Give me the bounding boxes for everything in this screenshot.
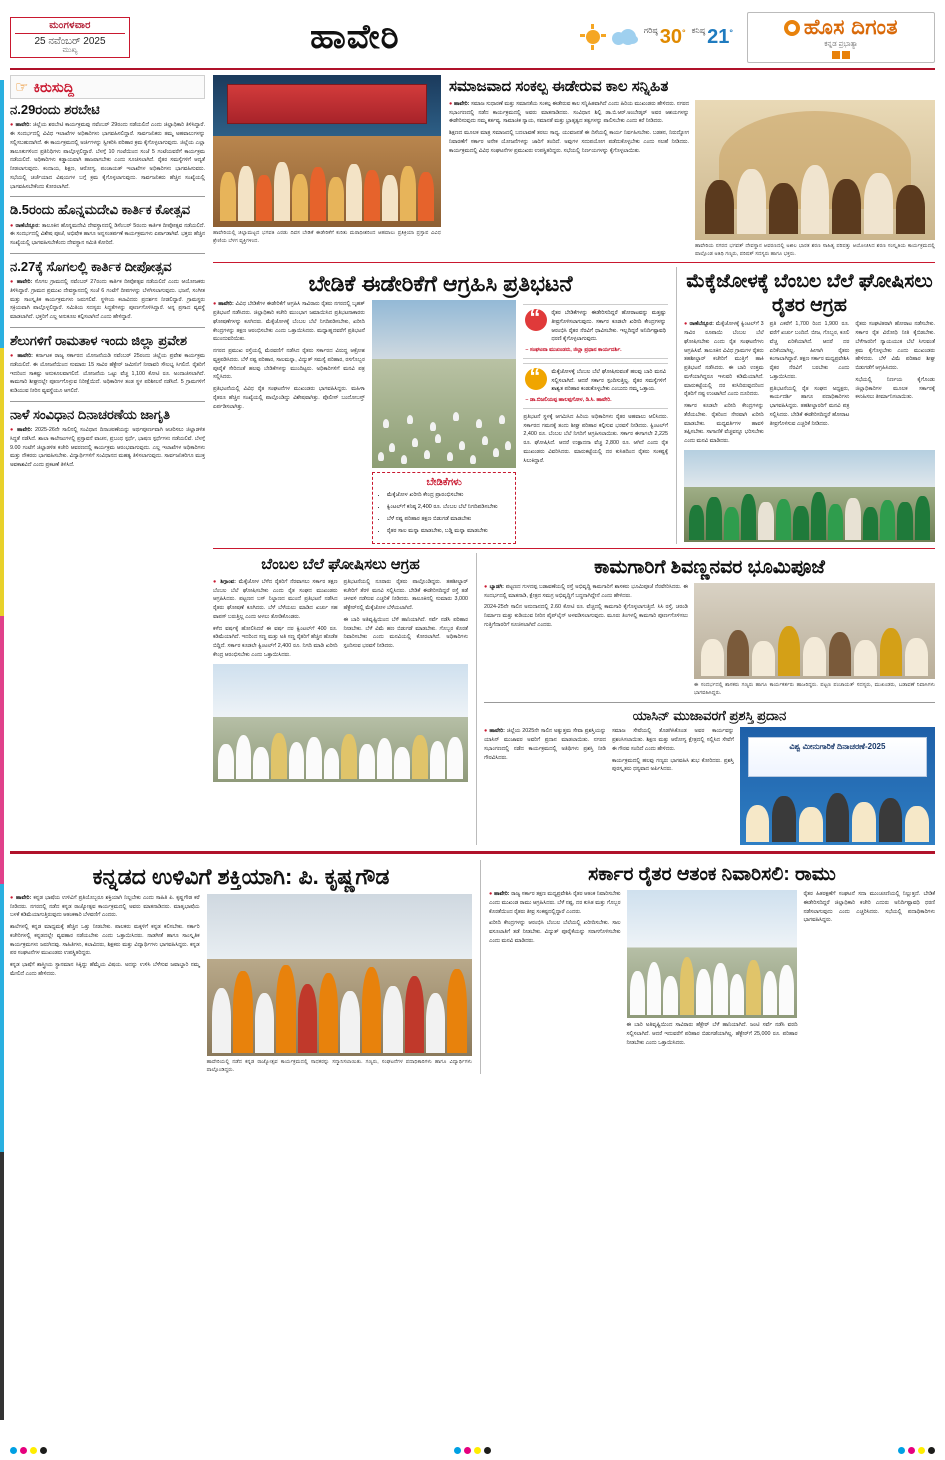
temp-high <box>644 26 686 49</box>
brief-2-text: ಸೊಗಲ ಗ್ರಾಮದಲ್ಲಿ ನವೆಂಬರ್ 27ರಂದು ಕಾರ್ತಿಕ ದೀಪೋತ್ಸವ ನಡೆಯಲಿದೆ ಎಂದು ಆಯೋಜಕರು ತಿಳಿಸಿದ್ದಾರೆ. ಗ್ರಾಮದ ಪ್ರಮುಖ ದೇವಸ್ಥಾನದಲ್ಲಿ ಸಂಜೆ 6 ಗಂಟೆಗೆ ದೀಪಗಳನ್ನು ಬೆಳಗಿಸಲಾಗುವುದು. ಭಜನೆ, ಸಂಗೀತ ಮತ್ತು ಸಾಂಸ್ಕೃತಿಕ ಕಾರ್ಯಕ್ರಮಗಳು ಜರುಗಲಿವೆ. ಸ್ಥಳೀಯ ಕಲಾವಿದರು ಪ್ರದರ್ಶನ ನೀಡಲಿದ್ದಾರೆ. ಗ್ರಾಮಸ್ಥರು ಸಕ್ರಿಯವಾಗಿ ಪಾಲ್ಗೊಳ್ಳಲಿದ್ದಾರೆ. ಸಮಿತಿಯ ಸದಸ್ಯರು ಸಿದ್ಧತೆಗಳನ್ನು ಪೂರ್ಣಗೊಳಿಸಿದ್ದಾರೆ. ಅನ್ನ ಪ್ರಸಾದ ವ್ಯವಸ್ಥೆ ಮಾಡಲಾಗಿದೆ. ಭಕ್ತರಿಗೆ ಎಲ್ಲ ಅನುಕೂಲ ಕಲ್ಪಿಸಲಾಗಿದೆ ಎಂದು ಹೇಳಿದ್ದಾರೆ. <box>10 279 205 320</box>
date-text: 25 ನವೆಂಬರ್ 2025 <box>34 35 106 47</box>
mid-center-lead: ● ಹಾವೇರಿ: <box>213 301 234 307</box>
bottom-right-col2b: ರೈತರ ಹಿತರಕ್ಷಣೆಗೆ ಸಂಘಟನೆ ಸದಾ ಮುಂಚೂಣಿಯಲ್ಲಿ ನಿಲ್ಲುತ್ತದೆ. ಬೇಡಿಕೆ ಈಡೇರಿಸದಿದ್ದರೆ ಜಿಲ್ಲಾಧಿಕಾರಿ ಕಚೇರಿ ಎದುರು ಅನಿರ್ದಿಷ್ಟಾವಧಿ ಧರಣಿ ನಡೆಸಲಾಗುವುದು ಎಂದು ಎಚ್ಚರಿಸಿದರು. ಸಭೆಯಲ್ಲಿ ಪದಾಧಿಕಾರಿಗಳು ಭಾಗವಹಿಸಿದ್ದರು. <box>803 891 935 924</box>
mid-right-headline: ಮೆಕ್ಕೆಜೋಳಕ್ಕೆ ಬೆಂಬಲ ಬೆಲೆ ಘೋಷಿಸಲು ರೈತರ ಆಗ್ರಹ <box>686 270 933 316</box>
city-title: ಹಾವೇರಿ <box>310 17 400 56</box>
dots-center <box>454 1447 491 1454</box>
brief-4-text: 2025-26ನೇ ಸಾಲಿನಲ್ಲಿ ಸಂವಿಧಾನ ದಿನಾಚರಣೆಯನ್ನು ಅರ್ಥಪೂರ್ಣವಾಗಿ ಆಚರಿಸಲು ಜಿಲ್ಲಾಡಳಿತ ಸಿದ್ಧತೆ ನಡೆಸಿದೆ. ಶಾಲಾ ಕಾಲೇಜುಗಳಲ್ಲಿ ಪ್ರಸ್ತಾವನೆ ವಾಚನ, ಪ್ರಬಂಧ ಸ್ಪರ್ಧೆ, ಭಾಷಣ ಸ್ಪರ್ಧೆಗಳು ನಡೆಯಲಿವೆ. ಬೆಳಗ್ಗೆ 9.00 ಗಂಟೆಗೆ ಜಿಲ್ಲಾಡಳಿತ ಕಚೇರಿ ಆವರಣದಲ್ಲಿ ಕಾರ್ಯಕ್ರಮ ಆರಂಭವಾಗುವುದು. ಎಲ್ಲ ಇಲಾಖೆಗಳ ಅಧಿಕಾರಿಗಳು ಮತ್ತು ನೌಕರರು ಭಾಗವಹಿಸಬೇಕು. ವಿದ್ಯಾರ್ಥಿಗಳಿಗೆ ಸಂವಿಧಾನದ ಮಹತ್ವ ತಿಳಿಸಲಾಗುವುದು. ಸಾರ್ವಜನಿಕರಿಗೂ ಮುಕ್ತ ಅವಕಾಶವಿದೆ ಎಂದು ಪ್ರಕಟಣೆ ತಿಳಿಸಿದೆ. <box>10 427 205 468</box>
lower-center-col1b: ಕಳೆದ ವರ್ಷಕ್ಕೆ ಹೋಲಿಸಿದರೆ ಈ ವರ್ಷ ದರ ಕ್ವಿಂಟಲ್‌ಗೆ 400 ರೂ. ಕಡಿಮೆಯಾಗಿದೆ. ಇದರಿಂದ ಸಣ್ಣ ಮತ್ತು ಅತಿ ಸಣ್ಣ ರೈತರಿಗೆ ಹೆಚ್ಚಿನ ಹೊಡೆತ ಬಿದ್ದಿದೆ. ಸರ್ಕಾರ ಕೂಡಲೇ ಕ್ವಿಂಟಲ್‌ಗೆ 2,400 ರೂ. ನಿಗದಿ ಮಾಡಿ ಖರೀದಿ ಕೇಂದ್ರ ಆರಂಭಿಸಬೇಕು ಎಂದು ಒತ್ತಾಯಿಸಿದರು. <box>213 625 338 658</box>
award-ceremony-photo <box>740 727 935 845</box>
bottom-left-col1c: ಕನ್ನಡ ಭಾಷೆಗೆ ಶಾಸ್ತ್ರೀಯ ಸ್ಥಾನಮಾನ ಸಿಕ್ಕಿದ್ದು ಹೆಮ್ಮೆಯ ವಿಷಯ. ಅದನ್ನು ಉಳಿಸಿ ಬೆಳೆಸುವ ಜವಾಬ್ದಾರಿ ನಮ್ಮ ಮೇಲಿದೆ ಎಂದು ಹೇಳಿದರು. <box>10 962 200 977</box>
brief-1-lead: ● ರಾಣೆಬೆನ್ನೂರ: <box>10 223 40 229</box>
temple-felicitation-photo <box>695 100 935 240</box>
brief-2-lead: ● ಹಾವೇರಿ: <box>10 279 32 285</box>
bottom-left-headline: ಕನ್ನಡದ ಉಳಿವಿಗೆ ಶಕ್ತಿಯಾಗಿ: ಪಿ. ಕೃಷ್ಣಗೌಡ <box>92 864 390 890</box>
quote-mark-icon <box>525 368 547 390</box>
brief-4-headline: ನಾಳೆ ಸಂವಿಧಾನ ದಿನಾಚರಣೆಯ ಜಾಗೃತಿ <box>10 406 171 422</box>
briefs-kicker-label: ಕಿರುಸುದ್ದಿ <box>33 78 75 95</box>
cloud-icon <box>612 29 638 45</box>
lower-center-lead: ● ಶಿಗ್ಗಾಂವ: <box>213 579 236 585</box>
top-center-block <box>213 75 441 258</box>
logo-sun-icon <box>784 20 800 36</box>
sit-in-protest-photo <box>213 664 468 782</box>
farmers-green-shawl-photo <box>684 450 935 542</box>
lower-center-col1 <box>213 578 338 622</box>
bottom-left-col1 <box>10 894 200 920</box>
lower-center-col1-text: ಮೆಕ್ಕೆಜೋಳ ಬೆಳೆದ ರೈತರಿಗೆ ನೆರವಾಗಲು ಸರ್ಕಾರ ತಕ್ಷಣ ಬೆಂಬಲ ಬೆಲೆ ಘೋಷಿಸಬೇಕು ಎಂದು ರೈತ ಸಂಘದ ಮುಖಂಡರು ಆಗ್ರಹಿಸಿದರು. ಪಟ್ಟಣದ ಬಸ್ ನಿಲ್ದಾಣದ ಮುಂದೆ ಪ್ರತಿಭಟನೆ ನಡೆಸಿದ ರೈತರು ಘೋಷಣೆ ಕೂಗಿದರು. ಬೆಳೆ ಬೆಳೆಯಲು ಮಾಡಿದ ಖರ್ಚು ಸಹ ವಾಪಸ್ ಬರುತ್ತಿಲ್ಲ ಎಂದು ಅಳಲು ತೋಡಿಕೊಂಡರು. <box>213 578 338 620</box>
day-of-week: ಮಂಗಳವಾರ <box>15 20 125 31</box>
mid-right-col3: ರೈತರು ಸಂಘಟಿತರಾಗಿ ಹೋರಾಟ ನಡೆಸಬೇಕು. ಸರ್ಕಾರ ರೈತ ವಿರೋಧಿ ನೀತಿ ಕೈಬಿಡಬೇಕು. ಬೆಳೆಗಾರರಿಗೆ ನ್ಯಾಯಯುತ ಬೆಲೆ ಸಿಗುವಂತೆ ಕ್ರಮ ಕೈಗೊಳ್ಳಬೇಕು ಎಂದು ಮುಖಂಡರು ಹೇಳಿದರು. ಬೆಳೆ ವಿಮೆ ಪರಿಹಾರ ಶೀಘ್ರ ಬಿಡುಗಡೆಗೆ ಆಗ್ರಹಿಸಿದರು. <box>855 321 936 372</box>
bottom-left-col1b: ಶಾಲೆಗಳಲ್ಲಿ ಕನ್ನಡ ಮಾಧ್ಯಮಕ್ಕೆ ಹೆಚ್ಚಿನ ಒತ್ತು ನೀಡಬೇಕು. ಪಾಲಕರು ಮಕ್ಕಳಿಗೆ ಕನ್ನಡ ಕಲಿಸಬೇಕು. ಸರ್ಕಾರಿ ಕಚೇರಿಗಳಲ್ಲಿ ಕನ್ನಡದಲ್ಲೇ ವ್ಯವಹಾರ ನಡೆಯಬೇಕು ಎಂದು ಒತ್ತಾಯಿಸಿದರು. ನಾಡಗೀತೆ ಹಾಗೂ ಸಾಂಸ್ಕೃತಿಕ ಕಾರ್ಯಕ್ರಮಗಳು ಜರುಗಿದವು. ಸಾಹಿತಿಗಳು, ಕಲಾವಿದರು, ಶಿಕ್ಷಕರು ಮತ್ತು ವಿದ್ಯಾರ್ಥಿಗಳು ಭಾಗವಹಿಸಿದ್ದರು. ಕನ್ನಡ ಪರ ಸಂಘಟನೆಗಳ ಮುಖಂಡರು ಉಪಸ್ಥಿತರಿದ್ದರು. <box>10 924 200 957</box>
publication-name: ಹೊಸ ದಿಗಂತ <box>803 15 899 39</box>
award-banner-text: ವಿಶ್ವ ಮೀನುಗಾರಿಕೆ ದಿನಾಚರಣೆ-2025 <box>789 741 886 751</box>
mid-right-col2b: ಪ್ರತಿಭಟನೆಯಲ್ಲಿ ರೈತ ಸಂಘದ ಅಧ್ಯಕ್ಷರು, ಕಾರ್ಯದರ್ಶಿ ಹಾಗೂ ಪದಾಧಿಕಾರಿಗಳು ಭಾಗವಹಿಸಿದ್ದರು. ತಹಶೀಲ್ದಾರರಿಗೆ ಮನವಿ ಪತ್ರ ಸಲ್ಲಿಸಿದರು. ಬೇಡಿಕೆ ಈಡೇರಿಸದಿದ್ದರೆ ಹೋರಾಟ ತೀವ್ರಗೊಳಿಸುವ ಎಚ್ಚರಿಕೆ ನೀಡಿದರು. <box>769 385 850 427</box>
degree-low: ° <box>729 26 733 37</box>
bottom-right-col1-text: ರಾಜ್ಯ ಸರ್ಕಾರ ತಕ್ಷಣ ಮಧ್ಯಪ್ರವೇಶಿಸಿ ರೈತರ ಆತಂಕ ನಿವಾರಿಸಬೇಕು ಎಂದು ಮುಖಂಡ ರಾಮು ಆಗ್ರಹಿಸಿದರು. ಬೆಳೆ ನಷ್ಟ, ದರ ಕುಸಿತ ಮತ್ತು ಗೊಬ್ಬರ ಕೊರತೆಯಿಂದ ರೈತರು ತೀವ್ರ ಸಂಕಷ್ಟದಲ್ಲಿದ್ದಾರೆ ಎಂದರು. <box>489 891 621 915</box>
stage-ceremony-photo <box>213 75 441 227</box>
top-right-block <box>449 75 935 258</box>
quote-1-attribution: – ಸಂಘಟನಾ ಮುಖಂಡರು, ಜಿಲ್ಲಾ ಪ್ರಧಾನ ಕಾರ್ಯದರ್ಶಿ. <box>525 346 622 353</box>
quote-mark-icon <box>525 309 547 331</box>
quote-block-1 <box>523 304 668 359</box>
section-divider <box>10 851 935 854</box>
brief-1-text: ತಾಲೂಕಿನ ಹೊನ್ನಮದೇವಿ ದೇವಸ್ಥಾನದಲ್ಲಿ ಡಿಸೆಂಬರ್ 5ರಂದು ಕಾರ್ತಿಕ ದೀಪೋತ್ಸವ ನಡೆಯಲಿದೆ. ಈ ಸಂದರ್ಭದಲ್ಲಿ ವಿಶೇಷ ಪೂಜೆ, ಅಭಿಷೇಕ ಹಾಗೂ ಅನ್ನಸಂತರ್ಪಣೆ ಕಾರ್ಯಕ್ರಮಗಳು ಏರ್ಪಾಡಾಗಿವೆ. ಭಕ್ತರು ಹೆಚ್ಚಿನ ಸಂಖ್ಯೆಯಲ್ಲಿ ಭಾಗವಹಿಸಬೇಕೆಂದು ದೇವಸ್ಥಾನ ಸಮಿತಿ ಕೋರಿದೆ. <box>10 222 206 246</box>
brief-0-text: ಜಿಲ್ಲೆಯ ಶರಬೇಟಿ ಕಾರ್ಯಕ್ರಮವು ನವೆಂಬರ್ 29ರಂದು ನಡೆಯಲಿದೆ ಎಂದು ಜಿಲ್ಲಾಧಿಕಾರಿ ತಿಳಿಸಿದ್ದಾರೆ. ಈ ಸಂದರ್ಭದಲ್ಲಿ ವಿವಿಧ ಇಲಾಖೆಗಳ ಅಧಿಕಾರಿಗಳು ಭಾಗವಹಿಸಲಿದ್ದಾರೆ. ಸಾರ್ವಜನಿಕರು ತಮ್ಮ ಅಹವಾಲುಗಳನ್ನು ಸಲ್ಲಿಸಬಹುದಾಗಿದೆ. ಈ ಕಾರ್ಯಕ್ರಮದಲ್ಲಿ ಅರ್ಜಿಗಳನ್ನು ಸ್ವೀಕರಿಸಿ ಪರಿಹಾರ ಕ್ರಮ ಕೈಗೊಳ್ಳಲಾಗುವುದು. ಜಿಲ್ಲೆಯ ಎಲ್ಲಾ ತಾಲೂಕುಗಳಿಂದ ಪ್ರತಿನಿಧಿಗಳು ಪಾಲ್ಗೊಳ್ಳಲಿದ್ದಾರೆ. ಬೆಳಗ್ಗೆ 10 ಗಂಟೆಯಿಂದ ಸಂಜೆ 5 ಗಂಟೆಯವರೆಗೆ ಕಾರ್ಯಕ್ರಮ ನಡೆಯಲಿದೆ. ಅಧಿಕಾರಿಗಳು ಕಡ್ಡಾಯವಾಗಿ ಹಾಜರಾಗಬೇಕು ಎಂದು ಸೂಚಿಸಲಾಗಿದೆ. ರೈತರ ಸಮಸ್ಯೆಗಳಿಗೆ ಆದ್ಯತೆ ನೀಡಲಾಗುವುದು. ಕಂದಾಯ, ಶಿಕ್ಷಣ, ಆರೋಗ್ಯ, ಪಂಚಾಯತ್ ಇಲಾಖೆಗಳ ಅಧಿಕಾರಿಗಳು ಭಾಗವಹಿಸುವರು. ಸಭೆಯಲ್ಲಿ ಚರ್ಚೆಯಾದ ವಿಷಯಗಳ ಬಗ್ಗೆ ಕ್ರಮ ಕೈಗೊಳ್ಳಲಾಗುವುದು. ಸಾರ್ವಜನಿಕರು ಹೆಚ್ಚಿನ ಸಂಖ್ಯೆಯಲ್ಲಿ ಭಾಗವಹಿಸಬೇಕೆಂದು ಕೋರಲಾಗಿದೆ. <box>10 122 205 190</box>
demands-infobox <box>372 472 517 544</box>
bottom-left-block <box>10 860 472 1074</box>
quote-2-text: ಮೆಕ್ಕೆಜೋಳಕ್ಕೆ ಬೆಂಬಲ ಬೆಲೆ ಘೋಷಿಸುವಂತೆ ಹಲವು ಬಾರಿ ಮನವಿ ಸಲ್ಲಿಸಲಾಗಿದೆ. ಆದರೆ ಸರ್ಕಾರ ಸ್ಪಂದಿಸುತ್ತಿಲ್ಲ. ರೈತರ ಸಮಸ್ಯೆಗಳಿಗೆ ಶಾಶ್ವತ ಪರಿಹಾರ ಕಂಡುಕೊಳ್ಳಬೇಕು ಎಂಬುದು ನಮ್ಮ ಒತ್ತಾಯ. <box>551 368 666 393</box>
brief-3-text: ಕರ್ನಾಟಕ ರಾಜ್ಯ ಸರ್ಕಾರದ ಯೋಜನೆಯಡಿ ನವೆಂಬರ್ 25ರಂದು ಜಿಲ್ಲೆಯ ಪ್ರವೇಶ ಕಾರ್ಯಕ್ರಮ ನಡೆಯಲಿದೆ. ಈ ಯೋಜನೆಯಿಂದ ಸುಮಾರು 15 ಸಾವಿರ ಹೆಕ್ಟೇರ್ ಜಮೀನಿಗೆ ನೀರಾವರಿ ಸೌಲಭ್ಯ ಸಿಗಲಿದೆ. ರೈತರಿಗೆ ಇದರಿಂದ ಸಾಕಷ್ಟು ಅನುಕೂಲವಾಗಲಿದೆ. ಯೋಜನೆಯ ಒಟ್ಟು ವೆಚ್ಚ 1,100 ಕೋಟಿ ರೂ. ಅಂದಾಜಿಸಲಾಗಿದೆ. ಕಾಮಗಾರಿ ಶೀಘ್ರದಲ್ಲೇ ಪೂರ್ಣಗೊಳ್ಳುವ ನಿರೀಕ್ಷೆಯಿದೆ. ಅಧಿಕಾರಿಗಳ ತಂಡ ಸ್ಥಳ ಪರಿಶೀಲನೆ ನಡೆಸಿದೆ. 5 ಗ್ರಾಮಗಳಿಗೆ ಕುಡಿಯುವ ನೀರಿನ ವ್ಯವಸ್ಥೆಯೂ ಆಗಲಿದೆ. <box>10 353 205 394</box>
brief-0-lead: ● ಹಾವೇರಿ: <box>10 122 31 128</box>
yasin-col1-text: ಜಿಲ್ಲೆಯ 2025ನೇ ಸಾಲಿನ ಅತ್ಯುತ್ತಮ ಸೇವಾ ಪ್ರಶಸ್ತಿಯನ್ನು ಯಾಸಿನ್ ಮುಜಾವರ ಅವರಿಗೆ ಪ್ರದಾನ ಮಾಡಲಾಯಿತು. ನಗರದ ಸಭಾಂಗಣದಲ್ಲಿ ನಡೆದ ಕಾರ್ಯಕ್ರಮದಲ್ಲಿ ಅತಿಥಿಗಳು ಪ್ರಶಸ್ತಿ ನೀಡಿ ಗೌರವಿಸಿದರು. <box>484 728 606 761</box>
bottom-section <box>10 860 935 1074</box>
lower-right-lead: ● ಬ್ಯಾಡಗಿ: <box>484 584 504 590</box>
temp-low-label: ಕನಿಷ್ಠ <box>691 25 706 35</box>
mid-center-block <box>213 267 668 544</box>
top-center-caption: ಹಾವೇರಿಯಲ್ಲಿ ಜಿಲ್ಲಾಮಟ್ಟದ ಭಗವತಿ ಎರಡು ದಿವಸ ಬೇಡಿಕೆ ಈಡೇರಿಕೆಗೆ ಕುರಿತು ಮಠಾಧೀಶರಿಂದ ಆಹವಾಲು ಪ್ರತಿಕ್ರಿಯಾ ಪ್ರಸ್ತಾಪ ವಿವಿಧ ಶ್ರೇಣಿಯ ಬೆಳಗ ವ್ಯಕ್ತಿಗಳಿಂದ. <box>213 230 441 245</box>
bottom-right-block <box>480 860 935 1074</box>
brief-1-headline: ಡಿ.5ರಂದು ಹೊನ್ನಮದೇವಿ ಕಾರ್ತಿಕ ಕೋತ್ಸವ <box>10 202 191 218</box>
bottom-right-col1 <box>489 890 621 916</box>
top-right-headline: ಸಮಾಜವಾದ ಸಂಕಲ್ಪ ಈಡೇರುವ ಕಾಲ ಸನ್ನಿಹಿತ <box>449 78 669 95</box>
mid-right-col2: ಪ್ರತಿ ಎಕರೆಗೆ 1,700 ರಿಂದ 1,900 ರೂ. ವರೆಗೆ ಖರ್ಚು ಬಂದಿದೆ. ಬೀಜ, ಗೊಬ್ಬರ, ಕೂಲಿ ವೆಚ್ಚ ಏರಿಕೆಯಾಗಿದೆ. ಆದರೆ ದರ ಏರಿಕೆಯಾಗಿಲ್ಲ. ಹೀಗಾಗಿ ರೈತರು ಕಂಗಾಲಾಗಿದ್ದಾರೆ. ತಕ್ಷಣ ಸರ್ಕಾರ ಮಧ್ಯಪ್ರವೇಶಿಸಿ ರೈತರ ನೆರವಿಗೆ ಬರಬೇಕು ಎಂದು ಒತ್ತಾಯಿಸಿದರು. <box>769 321 850 380</box>
mid-right-col1-text: ಮೆಕ್ಕೆಜೋಳಕ್ಕೆ ಕ್ವಿಂಟಲ್‌ಗೆ 3 ಸಾವಿರ ರೂಪಾಯಿ ಬೆಂಬಲ ಬೆಲೆ ಘೋಷಿಸಬೇಕು ಎಂದು ರೈತ ಸಂಘಟನೆಗಳು ಆಗ್ರಹಿಸಿವೆ. ತಾಲೂಕಿನ ವಿವಿಧ ಗ್ರಾಮಗಳ ರೈತರು ತಹಶೀಲ್ದಾರ್ ಕಚೇರಿಗೆ ಮುತ್ತಿಗೆ ಹಾಕಿ ಪ್ರತಿಭಟನೆ ನಡೆಸಿದರು. ಈ ಬಾರಿ ಉತ್ತಮ ಮಳೆಯಾಗಿದ್ದರೂ ಇಳುವರಿ ಕಡಿಮೆಯಾಗಿದೆ. ಮಾರುಕಟ್ಟೆಯಲ್ಲಿ ದರ ಕುಸಿದಿರುವುದರಿಂದ ರೈತರಿಗೆ ನಷ್ಟ ಉಂಟಾಗಿದೆ ಎಂದು ದೂರಿದರು. <box>684 321 764 398</box>
bottom-right-headline: ಸರ್ಕಾರ ರೈತರ ಆತಂಕ ನಿವಾರಿಸಲಿ: ರಾಮು <box>588 864 836 886</box>
lower-center-block <box>213 553 468 845</box>
brief-0-body <box>10 121 205 191</box>
brief-3-headline: ಶೆಲುಗಳಿಗೆ ರಾಮತಾಳ ಇಂದು ಜಿಲ್ಲಾ ಪ್ರವೇಶ <box>10 332 187 348</box>
date-block <box>10 17 130 58</box>
bottom-right-col1b: ಖರೀದಿ ಕೇಂದ್ರಗಳನ್ನು ಆರಂಭಿಸಿ ಬೆಂಬಲ ಬೆಲೆಯಲ್ಲಿ ಖರೀದಿಸಬೇಕು. ಸಾಲ ವಸೂಲಾತಿಗೆ ತಡೆ ನೀಡಬೇಕು. ವಿದ್ಯುತ್ ಪೂರೈಕೆಯನ್ನು ಸರಾಗಗೊಳಿಸಬೇಕು ಎಂದು ಮನವಿ ಮಾಡಿದರು. <box>489 920 621 944</box>
bottom-right-col2: ಈ ಬಾರಿ ಅತಿವೃಷ್ಟಿಯಿಂದ ಸಾವಿರಾರು ಹೆಕ್ಟೇರ್ ಬೆಳೆ ಹಾನಿಯಾಗಿದೆ. ಜಂಟಿ ಸರ್ವೆ ನಡೆಸಿ ವರದಿ ಸಲ್ಲಿಸಲಾಗಿದೆ. ಆದರೆ ಇದುವರೆಗೆ ಪರಿಹಾರ ಬಿಡುಗಡೆಯಾಗಿಲ್ಲ. ಹೆಕ್ಟೇರ್‌ಗೆ 25,000 ರೂ. ಪರಿಹಾರ ನೀಡಬೇಕು ಎಂದು ಒತ್ತಾಯಿಸಿದರು. <box>626 1022 798 1046</box>
top-right-text-2: ಶಿಕ್ಷಣದ ಮೂಲಕ ಮಾತ್ರ ಸಮಾಜದಲ್ಲಿ ಬದಲಾವಣೆ ತರಲು ಸಾಧ್ಯ. ಯುವಜನತೆ ಈ ದಿಸೆಯಲ್ಲಿ ಕಾರ್ಯ ನಿರ್ವಹಿಸಬೇಕು. ಬಡತನ, ನಿರುದ್ಯೋಗ ನಿವಾರಣೆಗೆ ಸರ್ಕಾರ ಅನೇಕ ಯೋಜನೆಗಳನ್ನು ಜಾರಿಗೆ ತಂದಿದೆ. ಅವುಗಳ ಸದುಪಯೋಗ ಪಡೆದುಕೊಳ್ಳಬೇಕು ಎಂದು ಸಲಹೆ ನೀಡಿದರು. ಕಾರ್ಯಕ್ರಮದಲ್ಲಿ ವಿವಿಧ ಸಂಘಟನೆಗಳ ಪ್ರಮುಖರು ಉಪಸ್ಥಿತರಿದ್ದರು. ಸಭೆಯಲ್ಲಿ ನಿರ್ಣಯಗಳನ್ನು ಕೈಗೊಳ್ಳಲಾಯಿತು. <box>449 130 689 154</box>
brief-1-body <box>10 222 205 248</box>
registration-footer <box>10 1447 935 1454</box>
publication-logo <box>747 12 935 63</box>
temp-low <box>692 26 733 49</box>
temp-high-label: ಗರಿಷ್ಠ <box>643 25 658 35</box>
sun-icon <box>580 24 606 50</box>
yasin-headline: ಯಾಸಿನ್ ಮುಜಾವರಗೆ ಪ್ರಶಸ್ತಿ ಪ್ರದಾನ <box>632 708 787 723</box>
brief-3-lead: ● ಹಾವೇರಿ: <box>10 353 33 359</box>
brief-0-headline: ನ.29ರಂದು ಶರಬೇಟಿ <box>10 102 100 117</box>
brief-2-headline: ನ.27ಕ್ಕೆ ಸೊಗಲಲ್ಲಿ ಕಾರ್ತಿಕ ದೀಪೋತ್ಸವ <box>10 258 172 274</box>
demand-item: • ರೈತರ ಸಾಲ ಮನ್ನಾ ಮಾಡಬೇಕು, ಬಡ್ಡಿ ಮನ್ನಾ ಮಾಡಬೇಕು <box>387 527 512 536</box>
mid-right-block <box>676 267 935 544</box>
kannada-felicitation-photo <box>207 894 472 1056</box>
mid-center-col1b: ನಗರದ ಪ್ರಮುಖ ರಸ್ತೆಯಲ್ಲಿ ಮೆರವಣಿಗೆ ನಡೆಸಿದ ರೈತರು ಸರ್ಕಾರದ ವಿರುದ್ಧ ಆಕ್ರೋಶ ವ್ಯಕ್ತಪಡಿಸಿದರು. ಬೆಳೆ ನಷ್ಟ ಪರಿಹಾರ, ಸಾಲಮನ್ನಾ, ವಿದ್ಯುತ್ ಸಮಸ್ಯೆ ಪರಿಹಾರ, ರಸಗೊಬ್ಬರ ಪೂರೈಕೆ ಸೇರಿದಂತೆ ಹಲವು ಬೇಡಿಕೆಗಳನ್ನು ಮುಂದಿಟ್ಟರು. ಅಧಿಕಾರಿಗಳಿಗೆ ಮನವಿ ಪತ್ರ ಸಲ್ಲಿಸಿದರು. <box>213 348 365 381</box>
weather-widget <box>580 24 733 50</box>
dots-left <box>10 1447 47 1454</box>
edition-text: ಮುಖ್ಯ <box>62 46 78 54</box>
yasin-col2: ಸಮಾಜ ಸೇವೆಯಲ್ಲಿ ತೊಡಗಿಸಿಕೊಂಡ ಅವರ ಕಾರ್ಯವನ್ನು ಪ್ರಶಂಸಿಸಲಾಯಿತು. ಶಿಕ್ಷಣ ಮತ್ತು ಆರೋಗ್ಯ ಕ್ಷೇತ್ರದಲ್ಲಿ ಸಲ್ಲಿಸಿದ ಸೇವೆಗೆ ಈ ಗೌರವ ಸಂದಿದೆ ಎಂದು ಹೇಳಿದರು. <box>611 728 734 752</box>
temp-low-value: 21 <box>707 25 730 48</box>
brief-3-body <box>10 352 205 396</box>
lower-right-caption: ಈ ಸಂದರ್ಭದಲ್ಲಿ ಶಾಸಕರು ಗಣ್ಯರು ಹಾಗೂ ಕಾರ್ಯಕರ್ತರು ಹಾಜರಿದ್ದರು. ಪಟ್ಟಣ ಪಂಚಾಯತ್ ಸದಸ್ಯರು, ಮುಖಂಡರು, ಬಡಾವಣೆ ನಿವಾಸಿಗಳು ಭಾಗವಹಿಸಿದ್ದರು. <box>693 681 935 696</box>
degree-high: ° <box>682 26 686 37</box>
yasin-col1 <box>484 727 606 762</box>
bottom-left-col1-text: ಕನ್ನಡ ಭಾಷೆಯ ಉಳಿವಿಗೆ ಪ್ರತಿಯೊಬ್ಬರೂ ಶಕ್ತಿಯಾಗಿ ನಿಲ್ಲಬೇಕು ಎಂದು ಸಾಹಿತಿ ಪಿ. ಕೃಷ್ಣಗೌಡ ಕರೆ ನೀಡಿದರು. ನಗರದಲ್ಲಿ ನಡೆದ ಕನ್ನಡ ರಾಜ್ಯೋತ್ಸವ ಕಾರ್ಯಕ್ರಮದಲ್ಲಿ ಅವರು ಮಾತನಾಡಿದರು. ಮಾತೃಭಾಷೆಯ ಬಳಕೆ ಕಡಿಮೆಯಾಗುತ್ತಿರುವುದು ಆತಂಕಕಾರಿ ಬೆಳವಣಿಗೆ ಎಂದರು. <box>10 894 200 919</box>
temp-high-value: 30 <box>659 25 683 48</box>
bottom-right-lead: ● ಹಾವೇರಿ: <box>489 891 509 897</box>
mid-right-lead: ● ರಾಣೆಬೆನ್ನೂರ: <box>684 321 714 327</box>
demand-item: • ಬೆಳೆ ನಷ್ಟ ಪರಿಹಾರ ತಕ್ಷಣ ಬಿಡುಗಡೆ ಮಾಡಬೇಕು <box>387 515 512 524</box>
lower-right-text-2: 2024-25ನೇ ಸಾಲಿನ ಅನುದಾನದಲ್ಲಿ 2.60 ಕೋಟಿ ರೂ. ವೆಚ್ಚದಲ್ಲಿ ಕಾಮಗಾರಿ ಕೈಗೊಳ್ಳಲಾಗುತ್ತಿದೆ. ಸಿಸಿ ರಸ್ತೆ, ಚರಂಡಿ ನಿರ್ಮಾಣ ಮತ್ತು ಕುಡಿಯುವ ನೀರಿನ ಪೈಪ್‌ಲೈನ್ ಅಳವಡಿಸಲಾಗುವುದು. ಮೂರು ತಿಂಗಳಲ್ಲಿ ಕಾಮಗಾರಿ ಪೂರ್ಣಗೊಳಿಸಲು ಗುತ್ತಿಗೆದಾರರಿಗೆ ಸೂಚಿಸಲಾಗಿದೆ ಎಂದರು. <box>484 604 688 628</box>
top-right-body-1 <box>449 100 689 126</box>
lower-center-headline: ಬೆಂಬಲ ಬೆಲೆ ಘೋಷಿಸಲು ಆಗ್ರಹ <box>261 556 420 574</box>
demands-title: ಬೇಡಿಕೆಗಳು <box>426 477 462 489</box>
lower-right-body-1 <box>484 583 688 601</box>
quote-2-attribution: – ಡಾ.ಬಿಜಲಿಯಪ್ಪ ಹಾಲಪ್ಪಗೋಳ, ಡಿ.ಸಿ. ಹಾವೇರಿ. <box>525 396 612 403</box>
mid-center-headline: ಬೇಡಿಕೆ ಈಡೇರಿಕೆಗೆ ಆಗ್ರಹಿಸಿ ಪ್ರತಿಭಟನೆ <box>308 270 573 296</box>
quote-block-2 <box>523 363 668 409</box>
quote-1-text: ರೈತರ ಬೇಡಿಕೆಗಳನ್ನು ಈಡೇರಿಸದಿದ್ದರೆ ಹೋರಾಟವನ್ನು ಮತ್ತಷ್ಟು ತೀವ್ರಗೊಳಿಸಲಾಗುವುದು. ಸರ್ಕಾರ ಕೂಡಲೇ ಖರೀದಿ ಕೇಂದ್ರಗಳನ್ನು ಆರಂಭಿಸಿ ರೈತರ ನೆರವಿಗೆ ಧಾವಿಸಬೇಕು. ಇಲ್ಲದಿದ್ದರೆ ಅನಿರ್ದಿಷ್ಟಾವಧಿ ಧರಣಿ ಕೈಗೊಳ್ಳಲಾಗುವುದು. <box>551 310 666 343</box>
masthead <box>10 8 935 70</box>
briefs-kicker <box>10 75 205 99</box>
lower-center-col2b: ಈ ಬಾರಿ ಅತಿವೃಷ್ಟಿಯಿಂದ ಬೆಳೆ ಹಾನಿಯಾಗಿದೆ. ಸರ್ವೆ ನಡೆಸಿ ಪರಿಹಾರ ನೀಡಬೇಕು. ಬೆಳೆ ವಿಮೆ ಹಣ ಬಿಡುಗಡೆ ಮಾಡಬೇಕು. ಗೊಬ್ಬರ ಕೊರತೆ ನಿವಾರಿಸಬೇಕು ಎಂದು ಮನವಿಯಲ್ಲಿ ಕೋರಲಾಗಿದೆ. ಅಧಿಕಾರಿಗಳು ಸ್ಪಂದಿಸುವ ಭರವಸೆ ನೀಡಿದರು. <box>343 616 468 650</box>
logo-bars <box>752 51 930 59</box>
briefs-column <box>10 75 205 845</box>
mid-right-col1b: ಸರ್ಕಾರ ಕೂಡಲೇ ಖರೀದಿ ಕೇಂದ್ರಗಳನ್ನು ತೆರೆಯಬೇಕು. ರೈತರಿಂದ ನೇರವಾಗಿ ಖರೀದಿ ಮಾಡಬೇಕು. ಮಧ್ಯವರ್ತಿಗಳ ಹಾವಳಿ ತಪ್ಪಿಸಬೇಕು. ಸಾಗಾಣಿಕೆ ವೆಚ್ಚವನ್ನೂ ಭರಿಸಬೇಕು ಎಂದು ಮನವಿ ಮಾಡಿದರು. <box>684 403 764 445</box>
yasin-col3: ಕಾರ್ಯಕ್ರಮದಲ್ಲಿ ಹಲವು ಗಣ್ಯರು ಭಾಗವಹಿಸಿ ಶುಭ ಕೋರಿದರು. ಪ್ರಶಸ್ತಿ ಪುರಸ್ಕೃತರು ಧನ್ಯವಾದ ಅರ್ಪಿಸಿದರು. <box>611 757 734 773</box>
yasin-lead: ● ಹಾವೇರಿ: <box>484 728 505 734</box>
main-column <box>213 75 935 845</box>
color-registration-edge <box>0 80 4 1420</box>
top-right-caption: ಹಾವೇರಿಯ ನಗರದ ಭಗವತ್ ದೇವಸ್ಥಾನ ಆವರಣದಲ್ಲಿ ಅಖಿಲ ಭಾರತ ಶರಣ ಸಾಹಿತ್ಯ ಪರಿಷತ್ತು ಆಯೋಜಿಸಿದ ಶರಣ ಸಂಸ್ಕೃತಿಯ ಕಾರ್ಯಕ್ರಮದಲ್ಲಿ ಪಾಲ್ಗೊಂಡ ಅತಿಥಿ ಗಣ್ಯರು, ಪರಿಷತ್ ಸದಸ್ಯರು ಹಾಗೂ ಭಕ್ತರು. <box>695 242 935 257</box>
hand-megaphone-icon: ☞ <box>15 79 29 96</box>
demand-item: • ಕ್ವಿಂಟಲ್‌ಗೆ ಕನಿಷ್ಠ 2,400 ರೂ. ಬೆಂಬಲ ಬೆಲೆ ನಿಗದಿಪಡಿಸಬೇಕು <box>387 503 512 512</box>
demand-item: • ಮೆಕ್ಕೆಜೋಳ ಖರೀದಿ ಕೇಂದ್ರ ಪ್ರಾರಂಭಿಸಬೇಕು <box>387 491 512 500</box>
mid-center-col1 <box>213 300 365 344</box>
top-right-text-1: ಸಮಾಜ ಸುಧಾರಣೆ ಮತ್ತು ಸಮಾನತೆಯ ಸಂಕಲ್ಪ ಈಡೇರುವ ಕಾಲ ಸನ್ನಿಹಿತವಾಗಿದೆ ಎಂದು ಹಿರಿಯ ಮುಖಂಡರು ಹೇಳಿದರು. ನಗರದ ಸಭಾಂಗಣದಲ್ಲಿ ನಡೆದ ಕಾರ್ಯಕ್ರಮದಲ್ಲಿ ಅವರು ಮಾತನಾಡಿದರು. ಸಂವಿಧಾನ ಶಿಲ್ಪಿ ಡಾ.ಬಿ.ಆರ್.ಅಂಬೇಡ್ಕರ್ ಅವರ ಆಶಯಗಳನ್ನು ಈಡೇರಿಸುವುದು ನಮ್ಮ ಕರ್ತವ್ಯ. ಸಾಮಾಜಿಕ ನ್ಯಾಯ, ಸಮಾನತೆ ಮತ್ತು ಭ್ರಾತೃತ್ವದ ತತ್ವಗಳನ್ನು ಪಾಲಿಸಬೇಕು ಎಂದು ಕರೆ ನೀಡಿದರು. <box>449 100 690 125</box>
publication-tagline: ಕನ್ನಡ ಪ್ರಭಾತ್ಯಾ <box>824 40 858 48</box>
mid-right-col1 <box>684 320 764 399</box>
top-right-lead: ● ಹಾವೇರಿ: <box>449 101 469 107</box>
brief-4-lead: ● ಹಾವೇರಿ: <box>10 427 32 433</box>
memorandum-photo <box>627 890 798 1018</box>
lower-center-col2: ಪ್ರತಿಭಟನೆಯಲ್ಲಿ ನೂರಾರು ರೈತರು ಪಾಲ್ಗೊಂಡಿದ್ದರು. ತಹಶೀಲ್ದಾರ್ ಕಚೇರಿಗೆ ತೆರಳಿ ಮನವಿ ಸಲ್ಲಿಸಿದರು. ಬೇಡಿಕೆ ಈಡೇರಿಸದಿದ್ದರೆ ರಸ್ತೆ ತಡೆ ಚಳವಳಿ ನಡೆಸುವ ಎಚ್ಚರಿಕೆ ನೀಡಿದರು. ತಾಲೂಕಿನಲ್ಲಿ ಸುಮಾರು 3,000 ಹೆಕ್ಟೇರ್‌ನಲ್ಲಿ ಮೆಕ್ಕೆಜೋಳ ಬೆಳೆಯಲಾಗಿದೆ. <box>343 578 468 612</box>
bottom-left-lead: ● ಹಾವೇರಿ: <box>10 895 31 901</box>
mid-right-col3b: ಸಭೆಯಲ್ಲಿ ನಿರ್ಣಯ ಕೈಗೊಂಡು ಜಿಲ್ಲಾಧಿಕಾರಿಗಳ ಮೂಲಕ ಸರ್ಕಾರಕ್ಕೆ ಕಳುಹಿಸಲು ತೀರ್ಮಾನಿಸಲಾಯಿತು. <box>855 376 936 401</box>
mid-center-col2b: ಪ್ರತಿಭಟನೆಯಲ್ಲಿ ವಿವಿಧ ರೈತ ಸಂಘಟನೆಗಳ ಮುಖಂಡರು ಭಾಗವಹಿಸಿದ್ದರು. ಮಹಿಳಾ ರೈತರೂ ಹೆಚ್ಚಿನ ಸಂಖ್ಯೆಯಲ್ಲಿ ಪಾಲ್ಗೊಂಡಿದ್ದು ವಿಶೇಷವಾಗಿತ್ತು. ಪೊಲೀಸ್ ಬಂದೋಬಸ್ತ್ ಏರ್ಪಡಿಸಲಾಗಿತ್ತು. <box>213 386 365 410</box>
protest-crowd-photo <box>372 300 517 468</box>
bhoomi-pooja-photo <box>694 583 935 679</box>
brief-4-body <box>10 426 205 470</box>
brief-2-body <box>10 278 205 322</box>
dots-right <box>898 1447 935 1454</box>
lower-right-block <box>476 553 935 845</box>
lower-right-text-1: ಪಟ್ಟಣದ ಗುಳದಪ್ಪ ಬಡಾವಣೆಯಲ್ಲಿ ರಸ್ತೆ ಅಭಿವೃದ್ಧಿ ಕಾಮಗಾರಿಗೆ ಶಾಸಕರು ಭೂಮಿಪೂಜೆ ನೆರವೇರಿಸಿದರು. ಈ ಸಂದರ್ಭದಲ್ಲಿ ಮಾತನಾಡಿ, ಕ್ಷೇತ್ರದ ಸಮಗ್ರ ಅಭಿವೃದ್ಧಿಗೆ ಬದ್ಧನಾಗಿದ್ದೇನೆ ಎಂದು ಹೇಳಿದರು. <box>484 583 688 599</box>
mid-center-col2: ಪ್ರತಿಭಟನೆ ಸ್ಥಳಕ್ಕೆ ಆಗಮಿಸಿದ ಹಿರಿಯ ಅಧಿಕಾರಿಗಳು ರೈತರ ಅಹವಾಲು ಆಲಿಸಿದರು. ಸರ್ಕಾರದ ಗಮನಕ್ಕೆ ತಂದು ಶೀಘ್ರ ಪರಿಹಾರ ಕಲ್ಪಿಸುವ ಭರವಸೆ ನೀಡಿದರು. ಕ್ವಿಂಟಲ್‌ಗೆ 2,400 ರೂ. ಬೆಂಬಲ ಬೆಲೆ ನಿಗದಿಗೆ ಆಗ್ರಹಿಸಲಾಯಿತು. ಸರ್ಕಾರ ಈಗಾಗಲೇ 2,225 ರೂ. ಘೋಷಿಸಿದೆ. ಆದರೆ ಉತ್ಪಾದನಾ ವೆಚ್ಚ 2,800 ರೂ. ಆಗಿದೆ ಎಂದು ರೈತ ಮುಖಂಡರು ವಿವರಿಸಿದರು. ಮಾರುಕಟ್ಟೆಯಲ್ಲಿ ದರ ಕುಸಿತದಿಂದ ರೈತರು ಸಂಕಷ್ಟಕ್ಕೆ ಸಿಲುಕಿದ್ದಾರೆ. <box>523 413 668 464</box>
lower-right-headline: ಕಾಮಗಾರಿಗೆ ಶಿವಣ್ಣನವರ ಭೂಮಿಪೂಜೆ <box>594 557 825 579</box>
bottom-left-caption: ಹಾವೇರಿಯಲ್ಲಿ ನಡೆದ ಕನ್ನಡ ರಾಜ್ಯೋತ್ಸವ ಕಾರ್ಯಕ್ರಮದಲ್ಲಿ ಸಾಧಕರನ್ನು ಸನ್ಮಾನಿಸಲಾಯಿತು. ಗಣ್ಯರು, ಸಂಘಟನೆಗಳ ಪದಾಧಿಕಾರಿಗಳು ಹಾಗೂ ವಿದ್ಯಾರ್ಥಿಗಳು ಪಾಲ್ಗೊಂಡಿದ್ದರು. <box>206 1058 472 1073</box>
mid-center-col1-text: ವಿವಿಧ ಬೇಡಿಕೆಗಳ ಈಡೇರಿಕೆಗೆ ಆಗ್ರಹಿಸಿ ಸಾವಿರಾರು ರೈತರು ನಗರದಲ್ಲಿ ಬೃಹತ್ ಪ್ರತಿಭಟನೆ ನಡೆಸಿದರು. ಜಿಲ್ಲಾಧಿಕಾರಿ ಕಚೇರಿ ಮುಂಭಾಗ ಜಮಾಯಿಸಿದ ಪ್ರತಿಭಟನಾಕಾರರು ಘೋಷಣೆಗಳನ್ನು ಕೂಗಿದರು. ಮೆಕ್ಕೆಜೋಳಕ್ಕೆ ಬೆಂಬಲ ಬೆಲೆ ನಿಗದಿಪಡಿಸಬೇಕು, ಖರೀದಿ ಕೇಂದ್ರಗಳನ್ನು ತಕ್ಷಣ ಆರಂಭಿಸಬೇಕು ಎಂದು ಒತ್ತಾಯಿಸಿದರು. ಮಧ್ಯಾಹ್ನದವರೆಗೆ ಪ್ರತಿಭಟನೆ ಮುಂದುವರಿಯಿತು. <box>213 301 365 343</box>
